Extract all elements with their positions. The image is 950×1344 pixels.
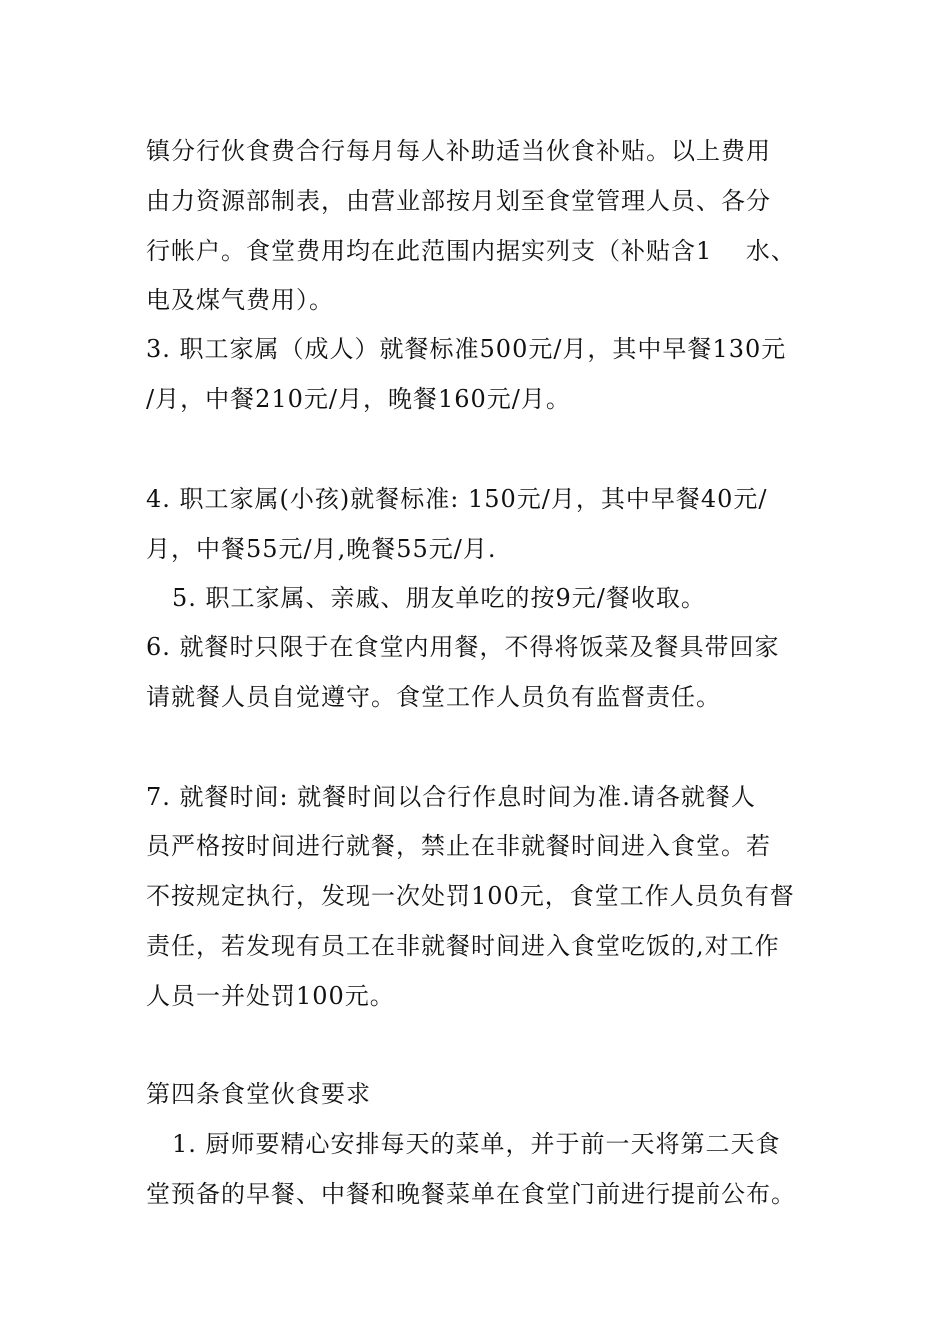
paragraph-line: 由力资源部制表，由营业部按月划至食堂管理人员、各分	[146, 187, 771, 215]
paragraph-line: 镇分行伙食费合行每月每人补助适当伙食补贴。以上费用	[146, 137, 771, 165]
item-3-line: 3. 职工家属（成人）就餐标准500元/月，其中早餐130元	[146, 335, 787, 363]
requirement-1-line: 堂预备的早餐、中餐和晚餐菜单在食堂门前进行提前公布。	[146, 1180, 796, 1208]
section-heading: 第四条食堂伙食要求	[146, 1080, 371, 1108]
paragraph-line: 电及煤气费用）。	[146, 286, 334, 314]
item-5-line: 5. 职工家属、亲戚、朋友单吃的按9元/餐收取。	[172, 584, 706, 612]
item-6-line: 请就餐人员自觉遵守。食堂工作人员负有监督责任。	[146, 683, 721, 711]
requirement-1-line: 1. 厨师要精心安排每天的菜单，并于前一天将第二天食	[172, 1130, 781, 1158]
item-7-line: 责任，若发现有员工在非就餐时间进入食堂吃饭的,对工作	[146, 932, 780, 960]
item-7-line: 7. 就餐时间: 就餐时间以合行作息时间为准.请各就餐人	[146, 783, 756, 811]
item-7-line: 不按规定执行，发现一次处罚100元，食堂工作人员负有督	[146, 882, 795, 910]
paragraph-line: 行帐户。食堂费用均在此范围内据实列支（补贴含1 水、	[146, 237, 796, 265]
item-7-line: 人员一并处罚100元。	[146, 982, 395, 1010]
item-4-line: 月，中餐55元/月,晚餐55元/月.	[146, 535, 497, 563]
item-7-line: 员严格按时间进行就餐，禁止在非就餐时间进入食堂。若	[146, 832, 771, 860]
item-4-line: 4. 职工家属(小孩)就餐标准: 150元/月，其中早餐40元/	[146, 485, 768, 513]
item-3-line: /月，中餐210元/月，晚餐160元/月。	[146, 385, 571, 413]
item-6-line: 6. 就餐时只限于在食堂内用餐，不得将饭菜及餐具带回家	[146, 633, 780, 661]
